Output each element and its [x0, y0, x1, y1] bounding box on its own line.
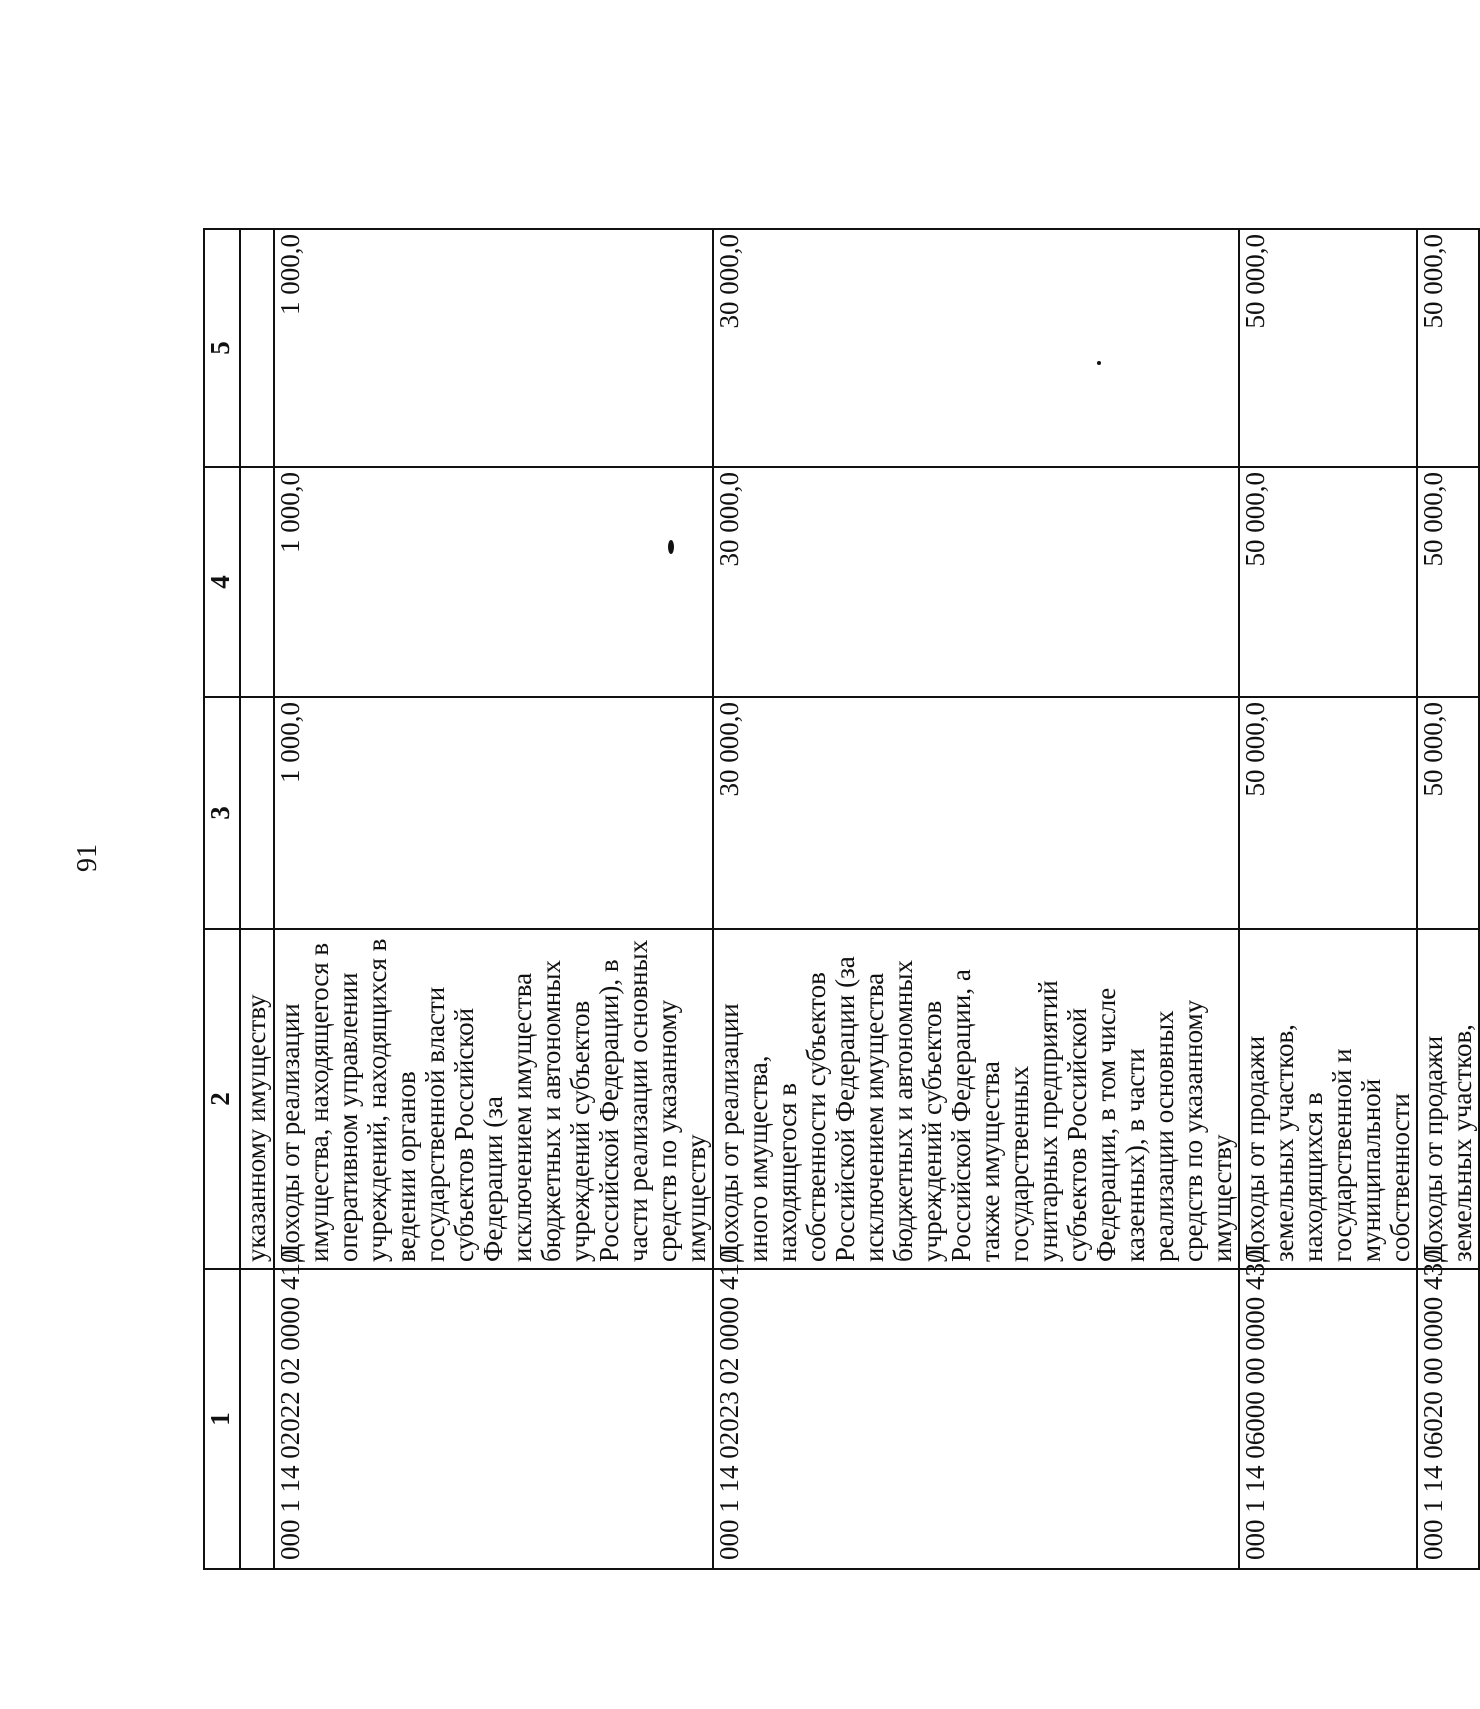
value-cell: 30 000,0	[713, 467, 1239, 697]
value-cell: 50 000,0	[1417, 229, 1479, 467]
value-cell	[240, 467, 274, 697]
description-cell: Доходы от продажи земельных участков, находящихся в государственной и муниципальной собственности	[1239, 929, 1417, 1269]
value-cell: 30 000,0	[713, 229, 1239, 467]
code-cell: 000 1 14 06000 00 0000 430	[1239, 1269, 1417, 1569]
value-cell: 50 000,0	[1417, 697, 1479, 929]
description-cell: Доходы от продажи земельных участков,	[1417, 929, 1479, 1269]
description-cell: Доходы от реализации иного имущества, находящегося в собственности субъектов Российской Федерации (за исключением имущества бюджетных и автономных учреждений субъектов Российской Федерации, а также имущества государственных унитарных предприятий субъектов Российской Федерации, в том числе казенных), в части реализации основных средств по указанному имуществу	[713, 929, 1239, 1269]
description-cell: указанному имуществу	[240, 929, 274, 1269]
value-cell	[240, 229, 274, 467]
table-row	[1239, 229, 1417, 1569]
budget-revenue-table	[203, 228, 1480, 1570]
value-cell: 30 000,0	[713, 697, 1239, 929]
value-cell: 50 000,0	[1239, 697, 1417, 929]
column-header: 5	[204, 229, 240, 467]
value-cell: 1 000,0	[274, 467, 713, 697]
column-header: 4	[204, 467, 240, 697]
table-row	[1417, 229, 1479, 1569]
value-cell: 50 000,0	[1239, 229, 1417, 467]
budget-revenue-table-rotated	[203, 230, 1477, 1570]
value-cell: 1 000,0	[274, 229, 713, 467]
table-row	[274, 229, 713, 1569]
description-cell: Доходы от реализации имущества, находящегося в оперативном управлении учреждений, находящихся в ведении органов государственной власти субъектов Российской Федерации (за исключением имущества бюджетных и автономных учреждений субъектов Российской Федерации), в части реализации основных средств по указанному имуществу	[274, 929, 713, 1269]
page-number: 91	[72, 844, 103, 872]
table-row	[240, 229, 274, 1569]
code-cell: 000 1 14 06020 00 0000 430	[1417, 1269, 1479, 1569]
value-cell: 1 000,0	[274, 697, 713, 929]
column-header: 2	[204, 929, 240, 1269]
value-cell: 50 000,0	[1239, 467, 1417, 697]
column-header: 3	[204, 697, 240, 929]
code-cell	[240, 1269, 274, 1569]
value-cell	[240, 697, 274, 929]
table-row	[713, 229, 1239, 1569]
column-header-row	[204, 229, 240, 1569]
column-header: 1	[204, 1269, 240, 1569]
code-cell: 000 1 14 02023 02 0000 410	[713, 1269, 1239, 1569]
code-cell: 000 1 14 02022 02 0000 410	[274, 1269, 713, 1569]
value-cell: 50 000,0	[1417, 467, 1479, 697]
